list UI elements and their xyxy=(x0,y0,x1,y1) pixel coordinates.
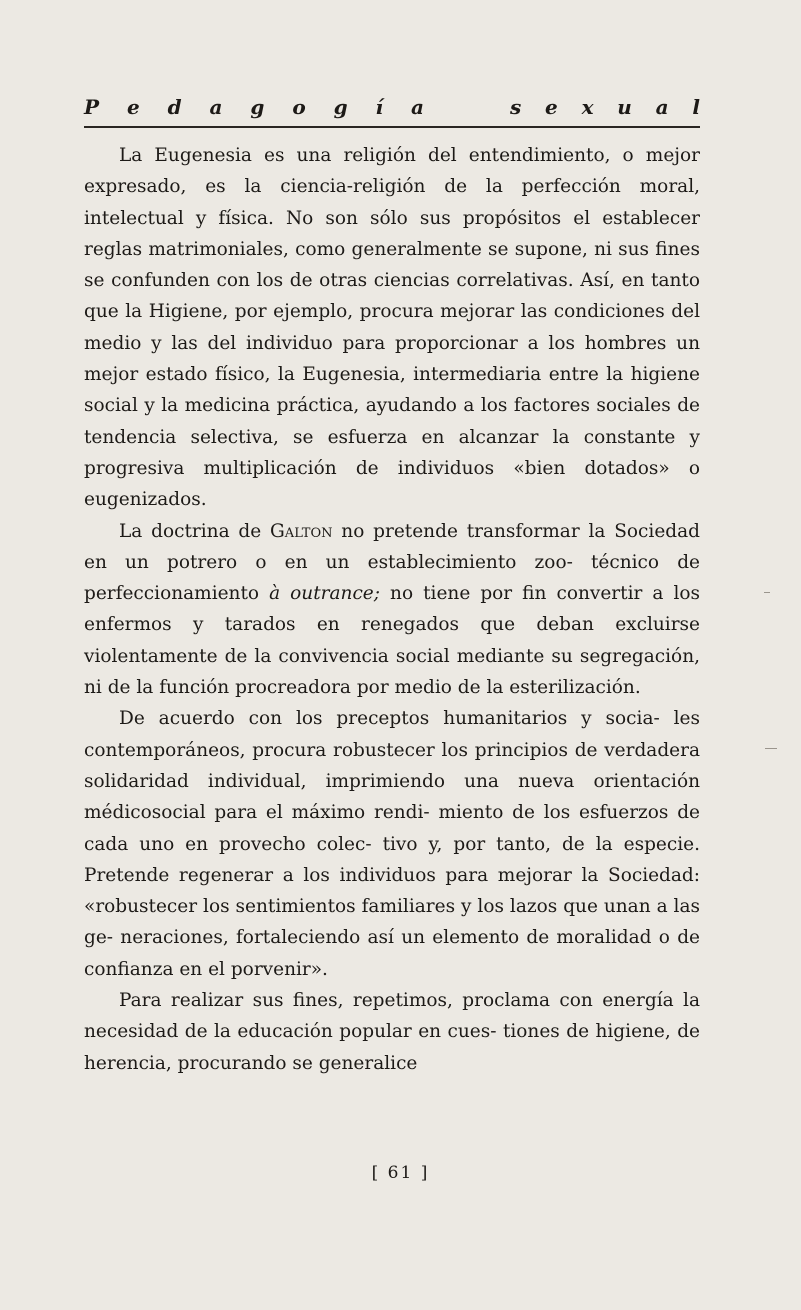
author-name-smallcaps: Galton xyxy=(270,520,333,542)
paragraph-text: no pretende transformar la Sociedad en un potrero o en un establecimiento zoo- técnico de perfeccionamiento xyxy=(84,520,700,605)
paragraph xyxy=(84,985,700,1079)
paragraph-text: no tiene por fin convertir a los enfermos y tarados en renegados que deban excluirse violentamente de la convivencia social mediante su segregación, ni de la función procreadora por medio de la esterilización. xyxy=(84,583,700,699)
running-head-letter: d xyxy=(167,95,182,119)
running-head-letter: í xyxy=(375,95,384,119)
running-head-letter: e xyxy=(126,95,140,119)
margin-speck xyxy=(764,592,770,593)
body-text xyxy=(84,140,700,1079)
running-head-letter: a xyxy=(209,95,223,119)
paragraph-text: Para realizar sus fines, repetimos, proclama con energía la necesidad de la educación popular en cues- tiones de higiene, de herencia, procurando se generalice xyxy=(84,990,700,1074)
running-head-letter: o xyxy=(292,95,306,119)
paragraph xyxy=(84,140,700,516)
running-head-word-sexual xyxy=(510,95,700,119)
header-rule xyxy=(84,126,700,128)
running-head-letter: g xyxy=(250,95,265,119)
paragraph-text: De acuerdo con los preceptos humanitarios y socia- les contemporáneos, procura robustecer los principios de verdadera solidaridad individual, imprimiendo una nueva orientación médicosocial para el máximo rendi- miento de los esfuerzos de cada uno en provecho colec- tivo y, por tanto, de la especie. Pretende regenerar a los individuos para mejorar la Sociedad: «robustecer los sentimientos familiares y los lazos que unan a las ge- neraciones, fortaleciendo así un elemento de moralidad o de confianza en el porvenir». xyxy=(84,708,700,980)
paragraph-text: La Eugenesia es una religión del entendimiento, o mejor expresado, es la ciencia-religión de la perfección moral, intelectual y física. No son sólo sus propósitos el establecer reglas matrimoniales, como generalmente se supone, ni sus fines se confunden con los de otras ciencias correlativas. Así, en tanto que la Higiene, por ejemplo, procura mejorar las condiciones del medio y las del individuo para proporcionar a los hombres un mejor estado físico, la Eugenesia, intermediaria entre la higiene social y la medicina práctica, ayudando a los factores sociales de tendencia selectiva, se esfuerza en alcanzar la constante y progresiva multiplicación de individuos «bien dotados» o eugenizados. xyxy=(84,145,700,511)
running-head-letter: a xyxy=(655,95,669,119)
running-head-letter: e xyxy=(545,95,558,119)
paragraph-text: La doctrina de xyxy=(119,520,271,542)
italic-phrase: à outrance; xyxy=(269,583,380,605)
page-number: [ 61 ] xyxy=(371,1163,430,1183)
running-head-letter: u xyxy=(617,95,632,119)
running-head-letter: g xyxy=(333,95,348,119)
running-head-letter: a xyxy=(411,95,424,119)
running-head xyxy=(84,95,700,123)
running-head-word-pedagogia xyxy=(84,95,424,119)
running-head-letter: x xyxy=(581,95,594,119)
running-head-letter: s xyxy=(510,95,522,119)
paragraph xyxy=(84,703,700,985)
paragraph xyxy=(84,516,700,704)
running-head-letter: P xyxy=(84,95,100,119)
running-head-letter: l xyxy=(692,95,700,119)
margin-speck xyxy=(765,748,777,749)
